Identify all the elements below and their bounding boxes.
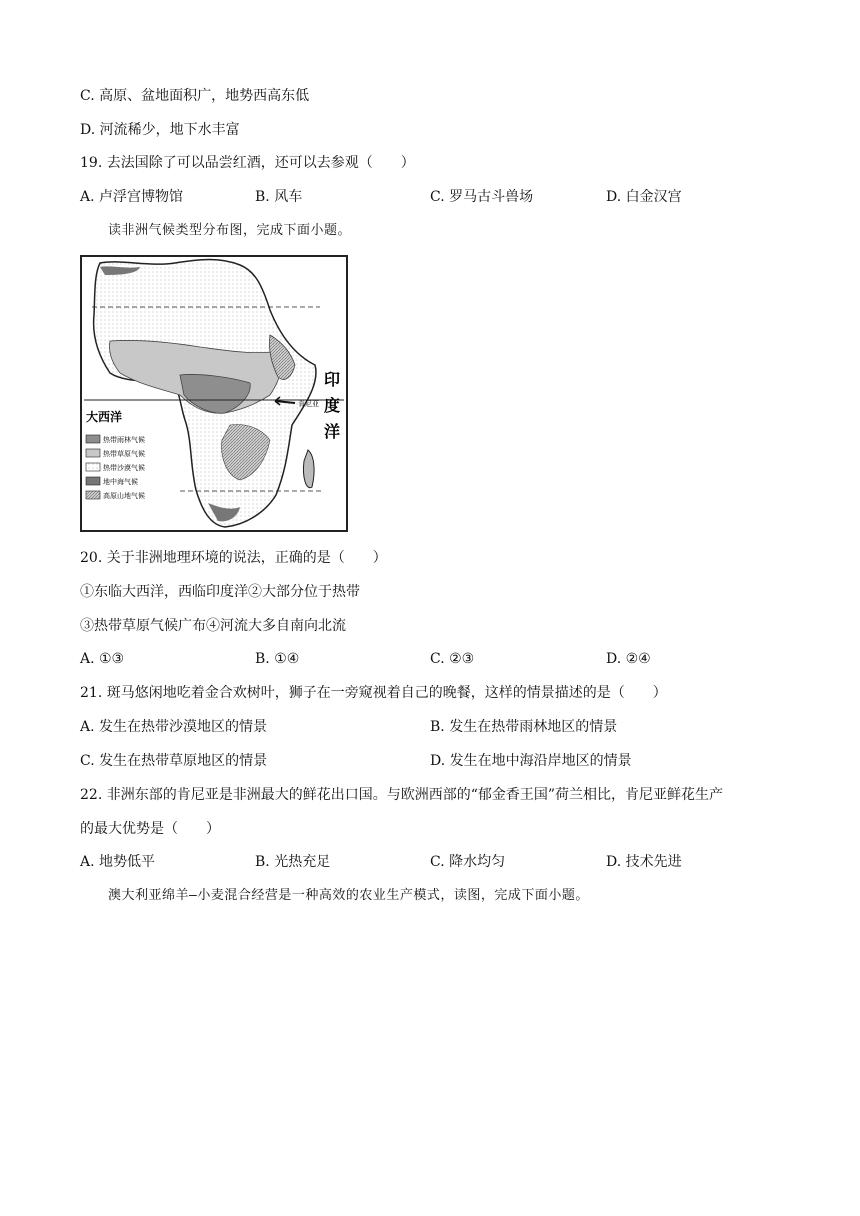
q21-stem: 21. 斑马悠闲地吃着金合欢树叶，狮子在一旁窥视着自己的晚餐，这样的情景描述的是（ ） [80, 685, 667, 701]
q22-stem-line-1: 22. 非洲东部的肯尼亚是非洲最大的鲜花出口国。与欧洲西部的“郁金香王国”荷兰相比，肯尼亚鲜花生产 [80, 787, 724, 803]
indian-ocean-label-2: 度 [324, 396, 341, 415]
q20-option-b: B. ①④ [255, 651, 300, 667]
q19-option-a: A. 卢浮宫博物馆 [80, 189, 184, 205]
q22-option-a: A. 地势低平 [80, 854, 156, 870]
q21-option-c: C. 发生在热带草原地区的情景 [80, 753, 268, 769]
q19-option-c: C. 罗马古斗兽场 [430, 189, 534, 205]
q18-option-c: C. 高原、盆地面积广，地势西高东低 [80, 88, 310, 104]
q20-statements-1: ①东临大西洋，西临印度洋②大部分位于热带 [80, 584, 360, 600]
q21-option-b: B. 发生在热带雨林地区的情景 [430, 719, 618, 735]
q19-option-b: B. 风车 [255, 189, 303, 205]
q21-option-a: A. 发生在热带沙漠地区的情景 [80, 719, 268, 735]
legend-item-rainforest: 热带雨林气候 [103, 436, 145, 444]
q22-option-c: C. 降水均匀 [430, 854, 506, 870]
africa-climate-map [80, 255, 348, 532]
legend-item-mediterranean: 地中海气候 [103, 478, 138, 486]
map-intro: 读非洲气候类型分布图，完成下面小题。 [108, 223, 352, 238]
legend-item-savanna: 热带草原气候 [103, 450, 145, 458]
legend-item-highland: 高原山地气候 [103, 492, 145, 500]
legend-item-desert: 热带沙漠气候 [103, 464, 145, 472]
kenya-label: 肯尼亚 [298, 400, 319, 408]
q20-option-c: C. ②③ [430, 651, 475, 667]
q20-option-a: A. ①③ [80, 651, 125, 667]
q20-stem: 20. 关于非洲地理环境的说法，正确的是（ ） [80, 550, 387, 566]
q22-option-d: D. 技术先进 [606, 854, 682, 870]
final-intro: 澳大利亚绵羊—小麦混合经营是一种高效的农业生产模式，读图，完成下面小题。 [108, 888, 589, 903]
q21-option-d: D. 发生在地中海沿岸地区的情景 [430, 753, 632, 769]
q20-statements-2: ③热带草原气候广布④河流大多自南向北流 [80, 618, 346, 634]
q19-option-d: D. 白金汉宫 [606, 189, 682, 205]
q22-option-b: B. 光热充足 [255, 854, 331, 870]
atlantic-ocean-label: 大西洋 [86, 410, 123, 424]
q20-option-d: D. ②④ [606, 651, 651, 667]
indian-ocean-label-1: 印 [324, 370, 341, 389]
q22-stem-line-2: 的最大优势是（ ） [80, 821, 220, 837]
q18-option-d: D. 河流稀少，地下水丰富 [80, 122, 240, 138]
q19-stem: 19. 去法国除了可以品尝红酒，还可以去参观（ ） [80, 155, 415, 171]
indian-ocean-label-3: 洋 [324, 422, 341, 441]
